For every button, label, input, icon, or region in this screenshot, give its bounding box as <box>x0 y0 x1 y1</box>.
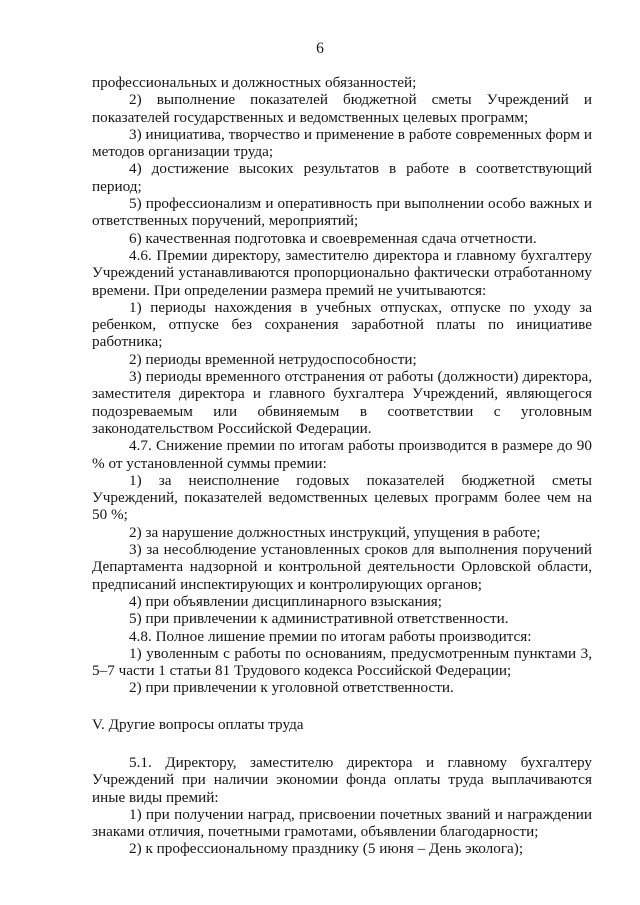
paragraph: профессиональных и должностных обязанностей; <box>92 74 417 91</box>
section-v-body <box>92 754 592 858</box>
paragraph: 4.8. Полное лишение премии по итогам работы производится: <box>129 627 532 645</box>
paragraph: 1) за неисполнение годовых показателей бюджетной сметы Учреждений, показателей ведомственных целевых программ более чем на 50 %; <box>92 471 592 524</box>
paragraph: 5.1. Директору, заместителю директора и главному бухгалтеру Учреждений при наличии экономии фонда оплаты труда выплачиваются иные виды премий: <box>92 753 592 806</box>
paragraph: 3) инициатива, творчество и применение в работе современных форм и методов организации труда; <box>92 125 592 161</box>
paragraph: 2) за нарушение должностных инструкций, упущения в работе; <box>129 523 541 541</box>
paragraph: 6) качественная подготовка и своевременная сдача отчетности. <box>129 229 537 247</box>
paragraph: 2) выполнение показателей бюджетной сметы Учреждений и показателей государственных и ведомственных целевых программ; <box>92 91 592 126</box>
document-body <box>92 74 592 858</box>
paragraph: 1) уволенным с работы по основаниям, предусмотренным пунктами 3, 5–7 части 1 статьи 81 Трудового кодекса Российской Федерации; <box>92 644 592 680</box>
paragraph: 4.7. Снижение премии по итогам работы производится в размере до 90 % от установленной суммы премии: <box>92 437 592 472</box>
paragraph: 4) при объявлении дисциплинарного взыскания; <box>129 592 442 610</box>
paragraph: 3) периоды временного отстранения от работы (должности) директора, заместителя директора и главного бухгалтера Учреждений, являющегося подозреваемым или обвиняемым в соответствии с уголовным законодательством Российской Федерации. <box>92 368 592 437</box>
paragraph: 2) при привлечении к уголовной ответственности. <box>129 679 454 697</box>
paragraph: 1) при получении наград, присвоении почетных званий и награждении знаками отличия, почетными грамотами, объявлении благодарности; <box>92 805 592 841</box>
paragraph: 4.6. Премии директору, заместителю директора и главному бухгалтеру Учреждений устанавливаются пропорционально фактически отработанному времени. При определении размера премий не учитываются: <box>92 246 592 299</box>
page-number: 6 <box>316 40 324 57</box>
paragraph: 5) профессионализм и оперативность при выполнении особо важных и ответственных поручений, мероприятий; <box>92 195 592 230</box>
paragraph: 1) периоды нахождения в учебных отпусках, отпуске по уходу за ребенком, отпуске без сохранения заработной платы по инициативе работника; <box>92 298 592 351</box>
section-heading: V. Другие вопросы оплаты труда <box>92 715 304 733</box>
section-iv-continuation <box>92 74 592 697</box>
paragraph: 5) при привлечении к административной ответственности. <box>129 610 509 628</box>
paragraph: 2) к профессиональному празднику (5 июня – День эколога); <box>129 840 524 858</box>
paragraph: 2) периоды временной нетрудоспособности; <box>129 350 417 368</box>
paragraph: 4) достижение высоких результатов в работе в соответствующий период; <box>92 160 592 195</box>
paragraph: 3) за несоблюдение установленных сроков для выполнения поручений Департамента надзорной и контрольной деятельности Орловской области, предписаний инспектирующих и контролирующих органов; <box>92 541 592 593</box>
